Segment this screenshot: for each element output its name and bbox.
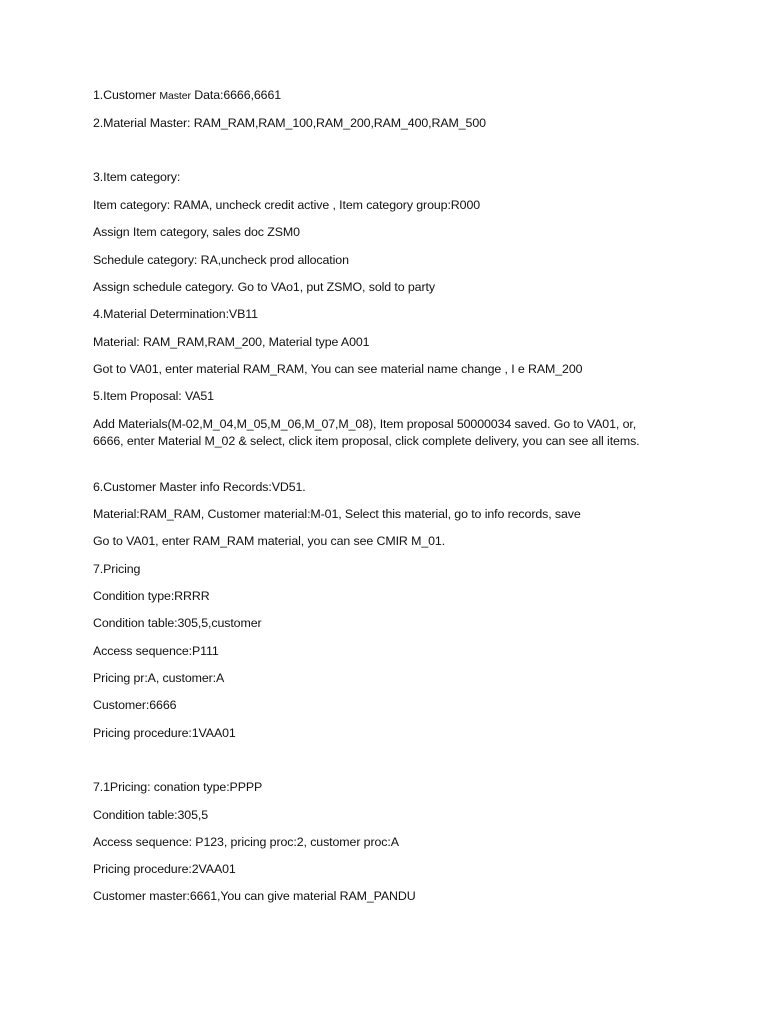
pricing-7-1-condition-table-line: Condition table:305,5 [93, 808, 209, 822]
pricing-condition-type-line: Condition type:RRRR [93, 589, 210, 603]
heading-pricing-7-1: 7.1Pricing: conation type:PPPP [93, 780, 263, 794]
heading-customer-master-suffix: Data:6666,6661 [190, 88, 282, 102]
heading-customer-master-small: Master [159, 90, 191, 102]
heading-customer-info-records: 6.Customer Master info Records:VD51. [93, 480, 306, 494]
pricing-pr-customer-line: Pricing pr:A, customer:A [93, 671, 225, 685]
heading-item-proposal: 5.Item Proposal: VA51 [93, 389, 214, 403]
pricing-7-1-customer-master-line: Customer master:6661,You can give material RAM_PANDU [93, 889, 416, 903]
heading-material-determination: 4.Material Determination:VB11 [93, 307, 258, 321]
item-category-line: Item category: RAMA, uncheck credit active , Item category group:R000 [93, 198, 481, 212]
customer-info-va01-line: Go to VA01, enter RAM_RAM material, you can see CMIR M_01. [93, 534, 446, 548]
pricing-7-1-procedure-line: Pricing procedure:2VAA01 [93, 862, 236, 876]
pricing-access-sequence-line: Access sequence:P111 [93, 644, 219, 658]
assign-schedule-category-line: Assign schedule category. Go to VAo1, put ZSMO, sold to party [93, 280, 435, 294]
customer-info-material-line: Material:RAM_RAM, Customer material:M-01, Select this material, go to info records, save [93, 507, 581, 521]
assign-item-category-line: Assign Item category, sales doc ZSM0 [93, 225, 300, 239]
heading-customer-master-prefix: 1.Customer [93, 88, 160, 102]
pricing-condition-table-line: Condition table:305,5,customer [93, 616, 262, 630]
material-determination-line: Material: RAM_RAM,RAM_200, Material type A001 [93, 335, 370, 349]
schedule-category-line: Schedule category: RA,uncheck prod allocation [93, 253, 349, 267]
heading-item-category: 3.Item category: [93, 170, 181, 184]
item-proposal-paragraph: Add Materials(M-02,M_04,M_05,M_06,M_07,M_08), Item proposal 50000034 saved. Go to VA01, or, 6666, enter Material M_02 & select, click item proposal, click complete delivery, you can see all items. [93, 417, 640, 448]
heading-customer-master [93, 87, 693, 105]
material-determination-va01-line: Got to VA01, enter material RAM_RAM, You can see material name change , I e RAM_200 [93, 362, 583, 376]
pricing-customer-line: Customer:6666 [93, 698, 177, 712]
pricing-procedure-line: Pricing procedure:1VAA01 [93, 726, 236, 740]
pricing-7-1-access-sequence-line: Access sequence: P123, pricing proc:2, customer proc:A [93, 835, 399, 849]
heading-pricing: 7.Pricing [93, 562, 141, 576]
heading-material-master: 2.Material Master: RAM_RAM,RAM_100,RAM_200,RAM_400,RAM_500 [93, 116, 486, 130]
